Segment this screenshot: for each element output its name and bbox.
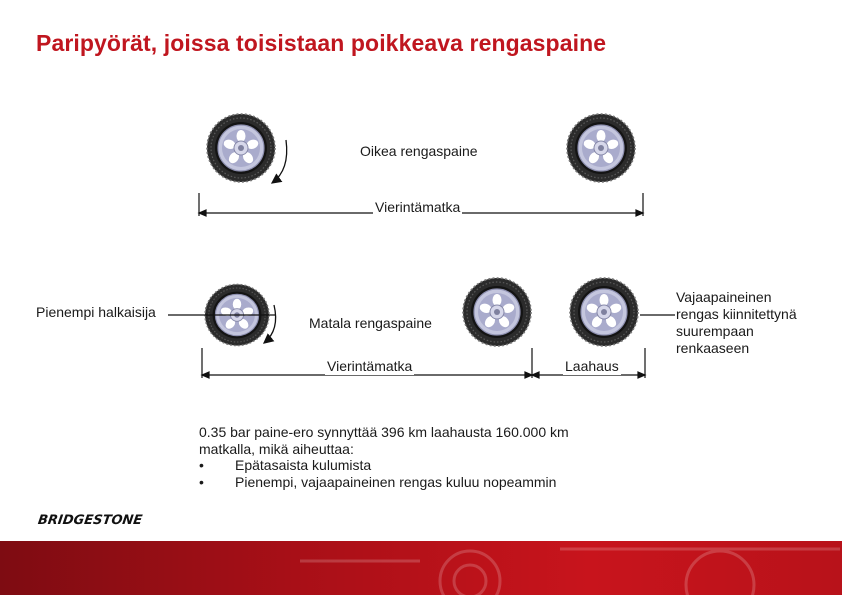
drag-label: Laahaus <box>565 358 619 374</box>
page-title: Paripyörät, joissa toisistaan poikkeava rengaspaine <box>36 30 607 56</box>
note-bullet <box>199 474 569 491</box>
rolling-distance-bottom-label: Vierintämatka <box>327 358 413 374</box>
tire-top-left <box>207 114 275 182</box>
explanation-note <box>199 424 569 490</box>
underinflated-note-line: Vajaapaineinen <box>676 289 772 305</box>
underinflated-note-line: renkaaseen <box>676 340 750 356</box>
tire-bottom-right <box>570 278 638 346</box>
smaller-diameter-label: Pienempi halkaisija <box>36 304 156 320</box>
note-line-1: 0.35 bar paine-ero synnyttää 396 km laahausta 160.000 km <box>199 424 569 440</box>
correct-pressure-label: Oikea rengaspaine <box>360 143 478 159</box>
rolling-distance-top-label: Vierintämatka <box>375 199 461 215</box>
note-bullet <box>199 457 569 474</box>
low-pressure-label: Matala rengaspaine <box>309 315 432 331</box>
bullet-icon: • <box>199 473 204 490</box>
bridgestone-logo: BRIDGESTONE <box>36 513 144 528</box>
tire-top-right <box>567 114 635 182</box>
bullet-icon: • <box>199 457 204 473</box>
underinflated-note-line: suurempaan <box>676 323 754 339</box>
underinflated-note-line: rengas kiinnitettynä <box>676 306 797 322</box>
bullet-text: Epätasaista kulumista <box>235 457 372 473</box>
footer-band <box>0 541 842 595</box>
note-line-2: matkalla, mikä aiheuttaa: <box>199 440 354 457</box>
tire-bottom-middle <box>463 278 531 346</box>
underinflated-note <box>676 289 797 357</box>
bullet-text: Pienempi, vajaapaineinen rengas kuluu nopeammin <box>235 473 557 490</box>
